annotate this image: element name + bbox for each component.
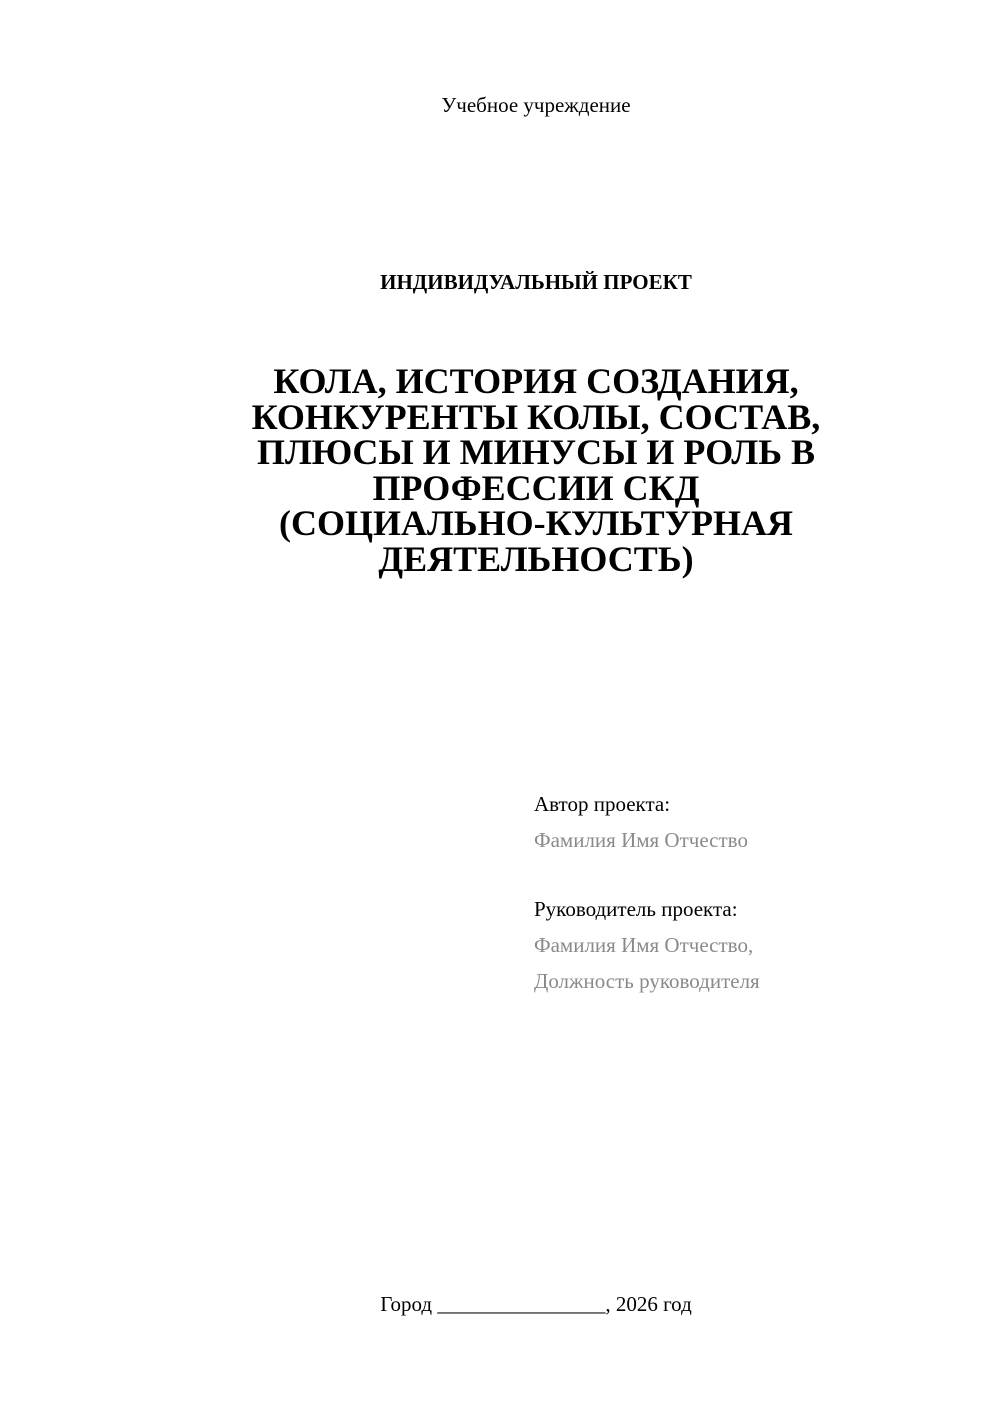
title-line: КОЛА, ИСТОРИЯ СОЗДАНИЯ, [273, 361, 799, 401]
supervisor-name: Фамилия Имя Отчество, [534, 933, 754, 957]
supervisor-label: Руководитель проекта: [534, 897, 738, 921]
supervisor-position: Должность руководителя [534, 969, 760, 993]
supervisor-block [534, 891, 974, 999]
title-line: ПРОФЕССИИ СКД [372, 467, 700, 508]
author-label: Автор проекта: [534, 792, 671, 816]
title-line: КОНКУРЕНТЫ КОЛЫ, СОСТАВ, [251, 396, 821, 437]
institution-name: Учебное учреждение [441, 93, 631, 117]
project-title [180, 361, 892, 579]
title-line: ПЛЮСЫ И МИНУСЫ И РОЛЬ В [256, 432, 816, 472]
title-line: ДЕЯТЕЛЬНОСТЬ) [378, 538, 694, 579]
author-name: Фамилия Имя Отчество [534, 828, 748, 852]
title-line: (СОЦИАЛЬНО-КУЛЬТУРНАЯ [278, 503, 793, 543]
city-year-footer: Город ________________, 2026 год [380, 1292, 692, 1316]
document-type: ИНДИВИДУАЛЬНЫЙ ПРОЕКТ [380, 270, 692, 294]
author-block [534, 786, 974, 858]
